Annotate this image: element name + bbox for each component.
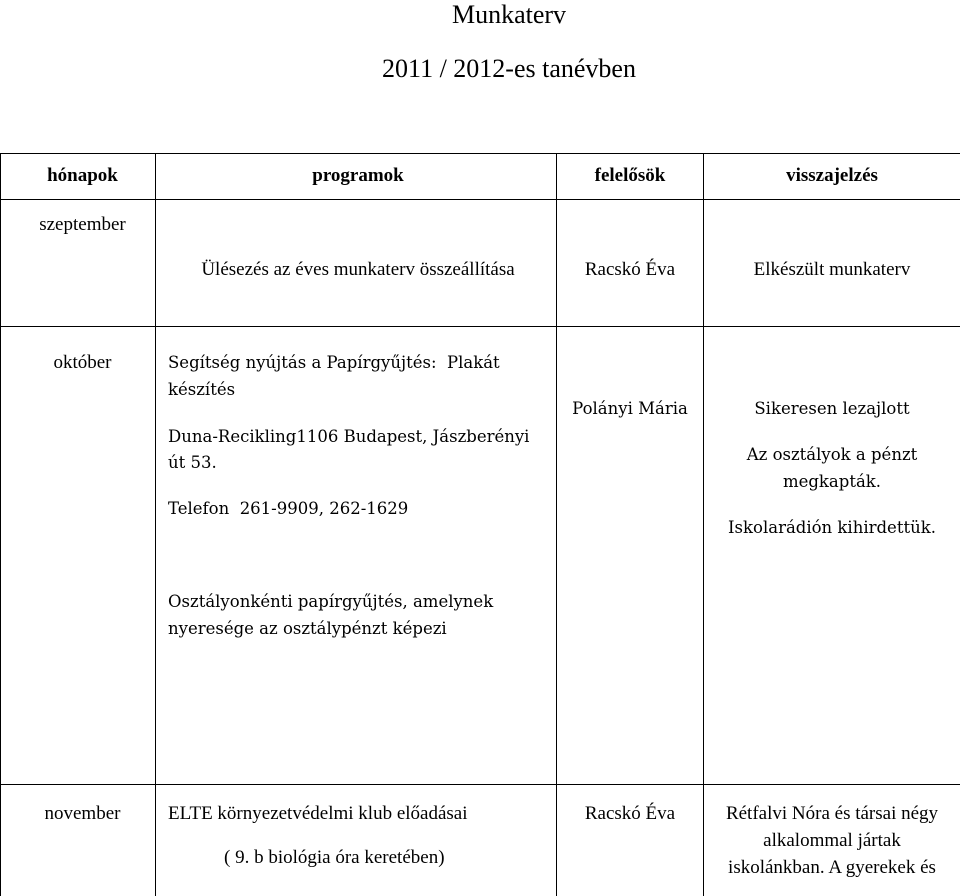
feedback-line: megkapták.: [782, 472, 882, 491]
month-cell: szeptember: [39, 214, 126, 235]
program-line: Duna-Recikling1106 Budapest, Jászberényi: [168, 427, 530, 446]
program-cell: Ülésezés az éves munkaterv összeállítása: [201, 259, 515, 280]
program-line: Segítség nyújtás a Papírgyűjtés: Plakát: [168, 353, 500, 372]
feedback-line: alkalommal jártak: [763, 830, 901, 851]
document-title: Munkaterv: [451, 0, 567, 29]
responsible-cell: Racskó Éva: [584, 259, 676, 280]
program-line: nyeresége az osztálypénzt képezi: [168, 619, 447, 638]
program-line: készítés: [168, 380, 236, 399]
program-line: Telefon 261-9909, 262-1629: [168, 499, 409, 518]
feedback-line: iskolánkban. A gyerekek és: [728, 857, 936, 878]
row-divider: [0, 326, 960, 327]
program-line: Osztályonkénti papírgyűjtés, amelynek: [168, 592, 494, 611]
month-cell: október: [53, 352, 112, 373]
program-line: ( 9. b biológia óra keretében): [224, 847, 445, 868]
responsible-cell: Racskó Éva: [584, 803, 676, 824]
feedback-line: Sikeresen lezajlott: [754, 399, 910, 418]
program-line: út 53.: [168, 453, 217, 472]
header-months: hónapok: [47, 165, 118, 186]
feedback-line: Az osztályok a pénzt: [746, 445, 918, 464]
header-programs: programok: [312, 165, 404, 186]
program-line: ELTE környezetvédelmi klub előadásai: [168, 803, 468, 824]
row-divider: [0, 784, 960, 785]
feedback-line: Iskolarádión kihirdettük.: [728, 518, 936, 537]
responsible-cell: Polányi Mária: [572, 399, 688, 418]
header-feedback: visszajelzés: [786, 165, 878, 186]
header-responsible: felelősök: [594, 165, 666, 186]
feedback-cell: Elkészült munkaterv: [753, 259, 911, 280]
month-cell: november: [44, 803, 121, 824]
table-border-left: [0, 153, 1, 896]
row-divider: [0, 199, 960, 200]
table-border-top: [0, 153, 960, 154]
document-subtitle: 2011 / 2012-es tanévben: [382, 54, 636, 83]
feedback-line: Rétfalvi Nóra és társai négy: [725, 803, 939, 824]
